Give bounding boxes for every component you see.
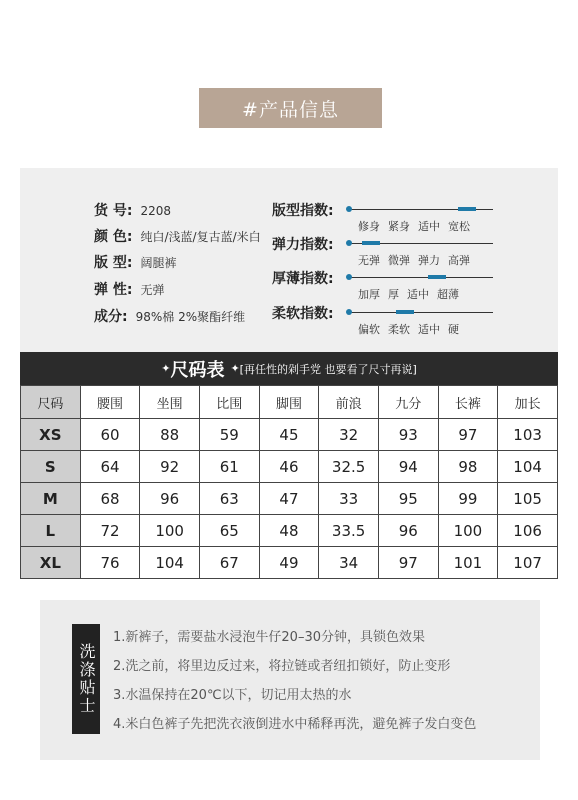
table-cell: 64 bbox=[80, 451, 140, 483]
table-row bbox=[21, 547, 558, 579]
index-scale-dot bbox=[346, 206, 352, 212]
table-cell: XS bbox=[21, 419, 81, 451]
table-cell: 105 bbox=[498, 483, 558, 515]
wash-tip-item: 1.新裤子，需要盐水浸泡牛仔20–30分钟，具锁色效果 bbox=[113, 630, 425, 645]
table-header-cell: 九分 bbox=[378, 386, 438, 419]
table-cell: XL bbox=[21, 547, 81, 579]
table-cell: 48 bbox=[259, 515, 319, 547]
index-option: 微弹 bbox=[388, 254, 410, 267]
table-row bbox=[21, 483, 558, 515]
info-item-elasticity bbox=[94, 279, 165, 299]
index-option: 宽松 bbox=[448, 220, 470, 233]
index-selected-marker bbox=[458, 207, 476, 211]
index-selected-marker bbox=[428, 275, 446, 279]
info-item-code bbox=[94, 200, 171, 220]
table-cell: 47 bbox=[259, 483, 319, 515]
table-cell: 49 bbox=[259, 547, 319, 579]
wash-tips-panel bbox=[40, 600, 540, 760]
table-header-cell: 腰围 bbox=[80, 386, 140, 419]
wash-tip-item: 4.米白色裤子先把洗衣液倒进水中稀释再洗，避免裤子发白变色 bbox=[113, 717, 477, 732]
table-header-cell: 脚围 bbox=[259, 386, 319, 419]
info-label: 弹 性: bbox=[94, 282, 133, 298]
table-cell: 98 bbox=[438, 451, 498, 483]
info-value: 2208 bbox=[140, 204, 172, 218]
table-cell: 104 bbox=[140, 547, 200, 579]
table-cell: 92 bbox=[140, 451, 200, 483]
info-value: 阔腿裤 bbox=[140, 256, 177, 270]
index-option: 适中 bbox=[418, 323, 440, 336]
index-option: 弹力 bbox=[418, 254, 440, 267]
table-cell: 88 bbox=[140, 419, 200, 451]
sparkle-icon: ✦ bbox=[161, 362, 171, 375]
table-header-cell: 坐围 bbox=[140, 386, 200, 419]
index-label: 厚薄指数: bbox=[272, 271, 334, 287]
index-label: 弹力指数: bbox=[272, 237, 334, 253]
index-options bbox=[358, 286, 467, 302]
table-header-row bbox=[21, 386, 558, 419]
sparkle-icon: ✦ bbox=[230, 362, 240, 375]
table-cell: S bbox=[21, 451, 81, 483]
thickness-index bbox=[272, 268, 552, 308]
index-option: 厚 bbox=[388, 288, 399, 301]
table-cell: 96 bbox=[140, 483, 200, 515]
wash-tips-list bbox=[113, 623, 476, 739]
table-row bbox=[21, 419, 558, 451]
table-cell: L bbox=[21, 515, 81, 547]
table-header-cell: 比围 bbox=[199, 386, 259, 419]
table-cell: 68 bbox=[80, 483, 140, 515]
table-cell: 45 bbox=[259, 419, 319, 451]
table-header-cell: 前浪 bbox=[319, 386, 379, 419]
index-scale-dot bbox=[346, 309, 352, 315]
section-title: #产品信息 bbox=[199, 88, 382, 128]
wash-tip-item: 3.水温保持在20℃以下，切记用太热的水 bbox=[113, 688, 352, 703]
table-cell: 101 bbox=[438, 547, 498, 579]
table-cell: 32.5 bbox=[319, 451, 379, 483]
index-option: 修身 bbox=[358, 220, 380, 233]
index-option: 偏软 bbox=[358, 323, 380, 336]
table-cell: 94 bbox=[378, 451, 438, 483]
wash-tip-item: 2.洗之前，将里边反过来，将拉链或者纽扣锁好，防止变形 bbox=[113, 659, 451, 674]
index-option: 硬 bbox=[448, 323, 459, 336]
product-info-panel bbox=[20, 168, 558, 353]
index-options bbox=[358, 218, 478, 234]
index-option: 无弹 bbox=[358, 254, 380, 267]
table-cell: 59 bbox=[199, 419, 259, 451]
table-cell: 95 bbox=[378, 483, 438, 515]
table-cell: 104 bbox=[498, 451, 558, 483]
table-cell: 65 bbox=[199, 515, 259, 547]
size-chart-subtitle: [再任性的剁手党 也要看了尺寸再说] bbox=[239, 362, 417, 376]
table-cell: 107 bbox=[498, 547, 558, 579]
table-cell: 46 bbox=[259, 451, 319, 483]
index-scale-line bbox=[348, 277, 493, 278]
table-cell: 63 bbox=[199, 483, 259, 515]
table-cell: 33 bbox=[319, 483, 379, 515]
size-chart-title: 尺码表 bbox=[170, 359, 225, 381]
softness-index bbox=[272, 303, 552, 343]
table-cell: 34 bbox=[319, 547, 379, 579]
index-selected-marker bbox=[396, 310, 414, 314]
table-cell: 100 bbox=[438, 515, 498, 547]
info-value: 纯白/浅蓝/复古蓝/米白 bbox=[140, 230, 261, 244]
table-header-cell: 尺码 bbox=[21, 386, 81, 419]
info-label: 成分: bbox=[94, 309, 128, 325]
index-scale-dot bbox=[346, 240, 352, 246]
index-scale-line bbox=[348, 312, 493, 313]
index-option: 适中 bbox=[418, 220, 440, 233]
index-scale-dot bbox=[346, 274, 352, 280]
index-option: 紧身 bbox=[388, 220, 410, 233]
info-item-material bbox=[94, 306, 245, 326]
table-cell: 103 bbox=[498, 419, 558, 451]
size-table bbox=[20, 385, 558, 579]
index-option: 柔软 bbox=[388, 323, 410, 336]
index-label: 版型指数: bbox=[272, 203, 334, 219]
info-label: 版 型: bbox=[94, 255, 133, 271]
table-cell: 61 bbox=[199, 451, 259, 483]
wash-tips-tag: 洗涤贴士 bbox=[72, 624, 100, 734]
index-selected-marker bbox=[362, 241, 380, 245]
table-cell: M bbox=[21, 483, 81, 515]
info-label: 颜 色: bbox=[94, 229, 133, 245]
table-cell: 67 bbox=[199, 547, 259, 579]
index-label: 柔软指数: bbox=[272, 306, 334, 322]
table-cell: 100 bbox=[140, 515, 200, 547]
table-cell: 106 bbox=[498, 515, 558, 547]
table-cell: 96 bbox=[378, 515, 438, 547]
info-item-fit bbox=[94, 252, 177, 272]
table-header-cell: 长裤 bbox=[438, 386, 498, 419]
table-cell: 76 bbox=[80, 547, 140, 579]
table-cell: 97 bbox=[438, 419, 498, 451]
table-cell: 97 bbox=[378, 547, 438, 579]
table-cell: 32 bbox=[319, 419, 379, 451]
size-chart-header bbox=[20, 352, 558, 385]
table-cell: 93 bbox=[378, 419, 438, 451]
table-row bbox=[21, 451, 558, 483]
info-label: 货 号: bbox=[94, 203, 133, 219]
index-option: 适中 bbox=[407, 288, 429, 301]
table-cell: 99 bbox=[438, 483, 498, 515]
index-option: 高弹 bbox=[448, 254, 470, 267]
table-cell: 60 bbox=[80, 419, 140, 451]
info-item-color bbox=[94, 226, 261, 246]
index-options bbox=[358, 252, 478, 268]
index-option: 加厚 bbox=[358, 288, 380, 301]
info-value: 无弹 bbox=[140, 283, 165, 297]
table-row bbox=[21, 515, 558, 547]
index-options bbox=[358, 321, 467, 337]
table-header-cell: 加长 bbox=[498, 386, 558, 419]
table-cell: 72 bbox=[80, 515, 140, 547]
index-option: 超薄 bbox=[437, 288, 459, 301]
info-value: 98%棉 2%聚酯纤维 bbox=[135, 310, 246, 324]
table-cell: 33.5 bbox=[319, 515, 379, 547]
